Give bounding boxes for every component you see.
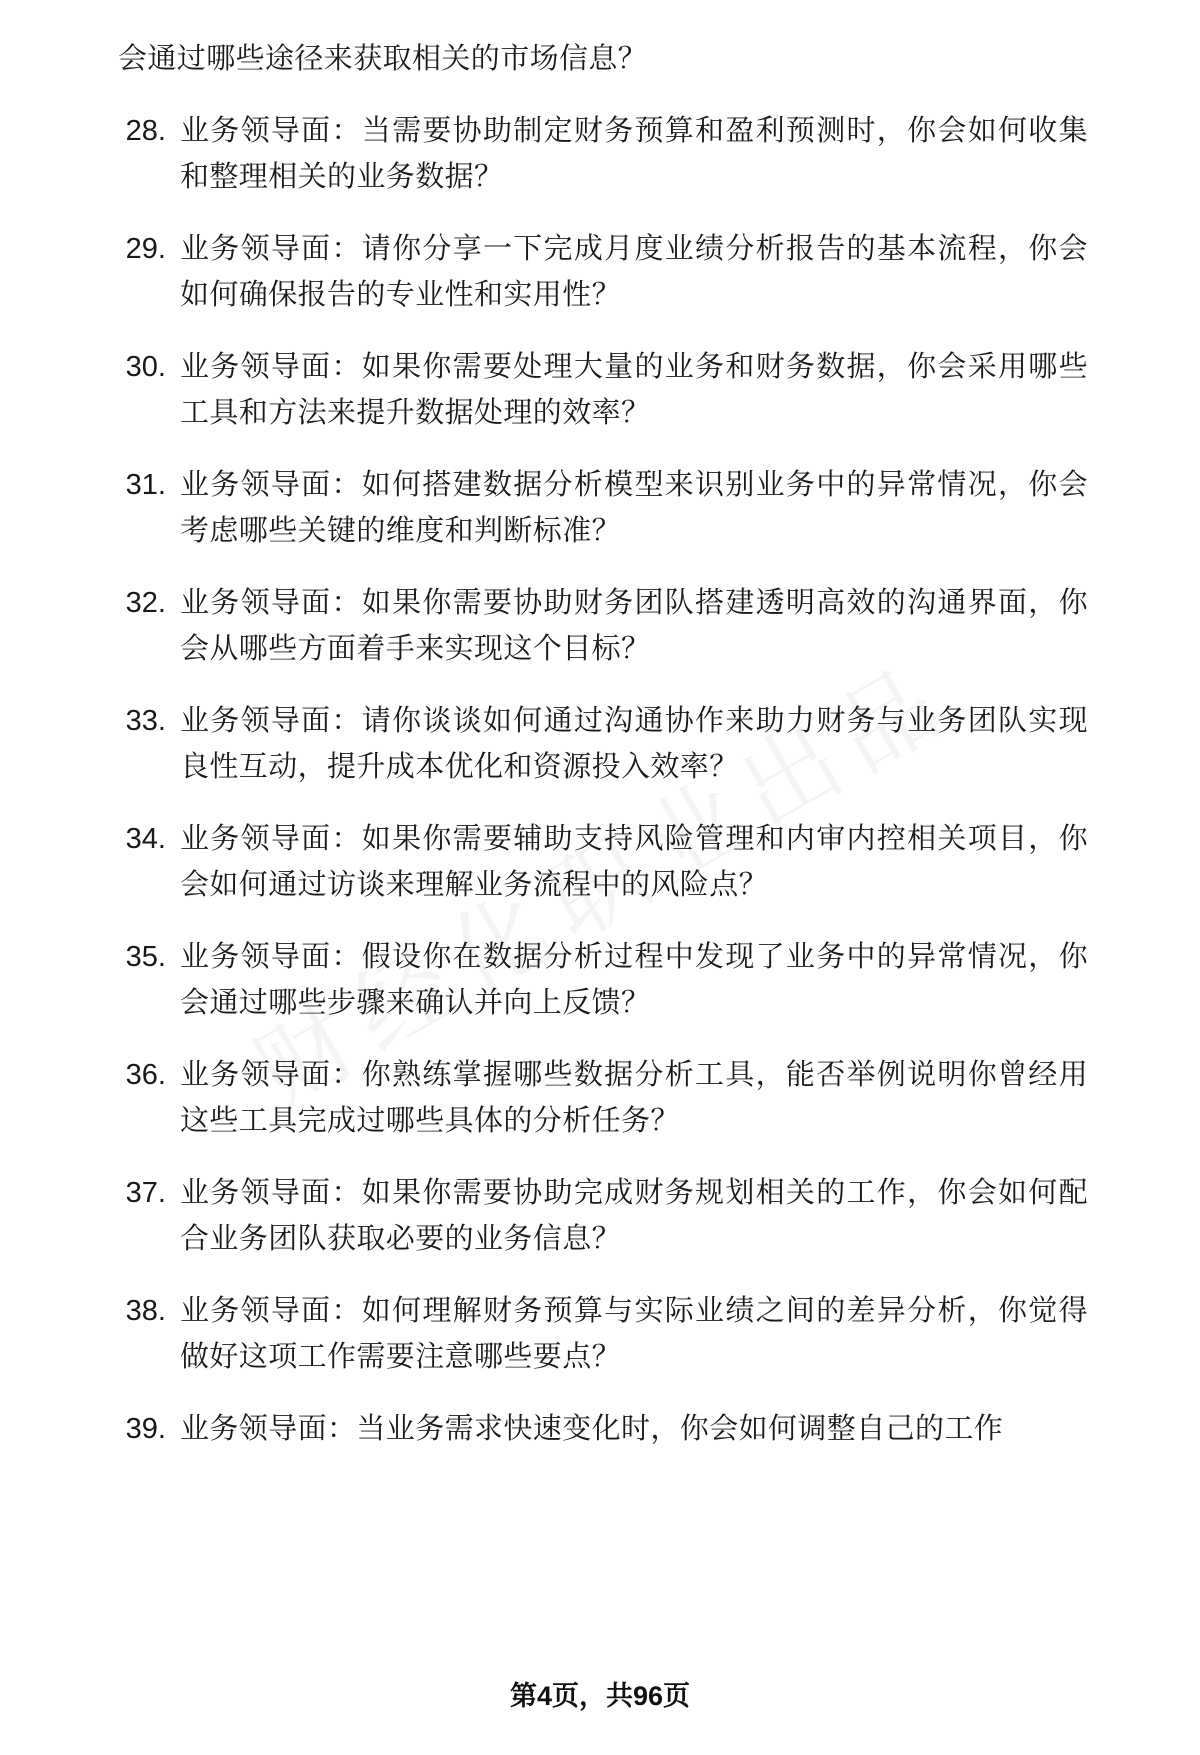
list-item [118,1052,1088,1144]
continued-paragraph: 会通过哪些途径来获取相关的市场信息？ [118,43,648,75]
question-text: 业务领导面：请你谈谈如何通过沟通协作来助力财务与业务团队实现良性互动，提升成本优化和资源投入效率？ [180,705,1088,783]
question-number: 34. [125,823,166,855]
question-text: 业务领导面：如果你需要协助完成财务规划相关的工作，你会如何配合业务团队获取必要的业务信息？ [180,1177,1088,1255]
question-text: 业务领导面：假设你在数据分析过程中发现了业务中的异常情况，你会通过哪些步骤来确认并向上反馈？ [180,941,1088,1019]
question-text: 业务领导面：如果你需要处理大量的业务和财务数据，你会采用哪些工具和方法来提升数据处理的效率？ [180,351,1088,429]
question-number: 33. [125,705,166,737]
question-text: 业务领导面：你熟练掌握哪些数据分析工具，能否举例说明你曾经用这些工具完成过哪些具体的分析任务？ [180,1059,1088,1137]
question-number: 39. [125,1413,166,1445]
question-number: 29. [125,233,166,265]
question-text: 业务领导面：请你分享一下完成月度业绩分析报告的基本流程，你会如何确保报告的专业性和实用性？ [180,233,1088,311]
question-number: 32. [125,587,166,619]
question-number: 30. [125,351,166,383]
page-content [118,36,1088,1478]
list-item [118,462,1088,554]
list-item [118,698,1088,790]
question-number: 38. [125,1295,166,1327]
list-item [118,226,1088,318]
list-item [118,934,1088,1026]
list-item [118,108,1088,200]
question-number: 28. [125,115,166,147]
question-text: 业务领导面：如何理解财务预算与实际业绩之间的差异分析，你觉得做好这项工作需要注意哪些要点？ [180,1295,1088,1373]
list-item [118,344,1088,436]
list-item [118,816,1088,908]
question-text: 业务领导面：如何搭建数据分析模型来识别业务中的异常情况，你会考虑哪些关键的维度和判断标准？ [180,469,1088,547]
list-item [118,1288,1088,1380]
list-item [118,580,1088,672]
question-text: 业务领导面：当需要协助制定财务预算和盈利预测时，你会如何收集和整理相关的业务数据？ [180,115,1088,193]
list-item [118,1170,1088,1262]
question-number: 36. [125,1059,166,1091]
question-text: 业务领导面：如果你需要协助财务团队搭建透明高效的沟通界面，你会从哪些方面着手来实现这个目标？ [180,587,1088,665]
question-number: 37. [125,1177,166,1209]
question-number: 35. [125,941,166,973]
page-footer: 第4页，共96页 [509,1681,691,1711]
question-text: 业务领导面：如果你需要辅助支持风险管理和内审内控相关项目，你会如何通过访谈来理解业务流程中的风险点？ [180,823,1088,901]
list-item [118,1406,1088,1452]
question-number: 31. [125,469,166,501]
question-text: 业务领导面：当业务需求快速变化时，你会如何调整自己的工作 [180,1413,1004,1445]
